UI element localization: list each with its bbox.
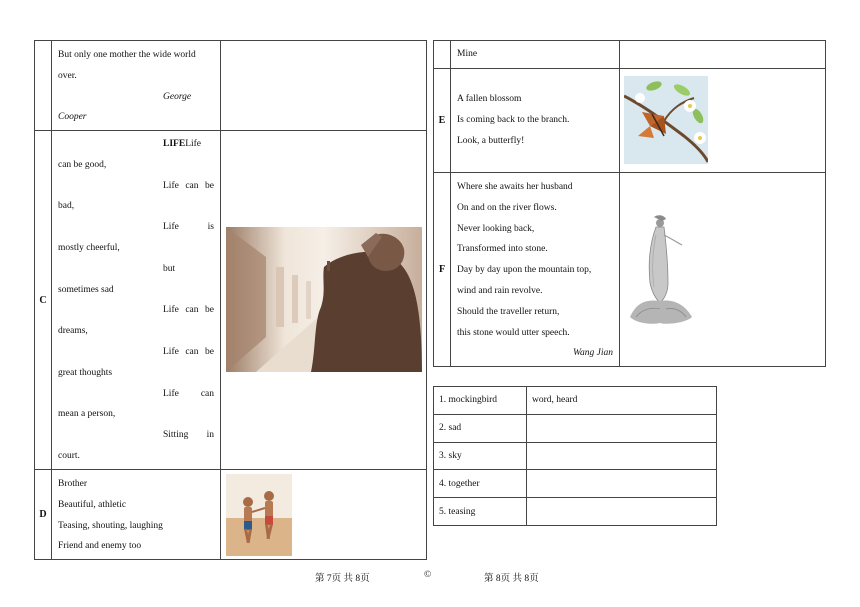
- word-cell: 2. sad: [434, 414, 527, 442]
- poem-line: can be good,: [58, 159, 107, 170]
- poem-title: [58, 134, 214, 155]
- poem-author: Wang Jian: [572, 348, 613, 359]
- poem-word: can: [185, 180, 199, 191]
- poem-line: Should the traveller return,: [457, 306, 560, 317]
- table-row: [434, 498, 717, 526]
- answer-cell[interactable]: [527, 470, 717, 498]
- table-row: [434, 41, 826, 69]
- word-cell: 1. mockingbird: [434, 387, 527, 415]
- poem-line: mostly cheerful,: [58, 242, 120, 253]
- poem-word: Sitting: [163, 430, 189, 441]
- row-label: E: [434, 69, 451, 173]
- table-row: [434, 442, 717, 470]
- answer-cell[interactable]: word, heard: [527, 387, 717, 415]
- poem-word: can: [185, 305, 199, 316]
- statue-drawing-svg: [626, 213, 696, 325]
- answer-cell[interactable]: [527, 442, 717, 470]
- poem-line: bad,: [58, 201, 75, 212]
- poem-line: sometimes sad: [58, 284, 114, 295]
- poem-word: be: [205, 346, 214, 357]
- poem-line: [58, 300, 214, 321]
- poem-cell: [451, 173, 620, 367]
- life-photo: [226, 227, 422, 372]
- poem-line: [58, 384, 214, 405]
- answer-table: [433, 386, 717, 526]
- poem-line: great thoughts: [58, 367, 113, 378]
- answer-cell[interactable]: [527, 498, 717, 526]
- image-cell: [221, 41, 427, 131]
- word-cell: 3. sky: [434, 442, 527, 470]
- poem-word: in: [206, 430, 214, 441]
- poem-line: Friend and enemy too: [58, 541, 142, 552]
- answer-cell[interactable]: [527, 414, 717, 442]
- row-label: C: [35, 131, 52, 470]
- poem-cell: [451, 69, 620, 173]
- poem-line: mean a person,: [58, 409, 116, 420]
- poem-line: Day by day upon the mountain top,: [457, 265, 592, 276]
- copyright-symbol: ©: [424, 570, 432, 580]
- brothers-photo-svg: [226, 474, 292, 556]
- poem-line: Teasing, shouting, laughing: [58, 520, 163, 531]
- row-label: D: [35, 470, 52, 560]
- poem-line: wind and rain revolve.: [457, 285, 543, 296]
- poem-line: court.: [58, 450, 80, 461]
- poem-cell: [52, 41, 221, 131]
- poem-line: Look, a butterfly!: [457, 135, 525, 146]
- image-cell: [620, 41, 826, 69]
- poem-line: but: [163, 263, 176, 274]
- poem-line: Brother: [58, 479, 88, 489]
- page-number-left: 第 7页 共 8页: [315, 574, 370, 584]
- poem-word: Life: [163, 346, 179, 357]
- poem-title-rest: Life: [185, 139, 202, 149]
- poem-line: over.: [58, 70, 77, 81]
- life-photo-svg: [226, 227, 422, 372]
- table-row: [434, 387, 717, 415]
- poem-word: Life: [163, 222, 179, 233]
- poem-line: On and on the river flows.: [457, 202, 557, 213]
- poem-line: Transformed into stone.: [457, 244, 548, 255]
- poem-word: Life: [163, 180, 179, 191]
- poem-word: Life: [163, 305, 179, 316]
- poem-line: [58, 176, 214, 197]
- poem-author: Cooper: [58, 112, 87, 123]
- poem-line: dreams,: [58, 326, 88, 337]
- poem-word: be: [205, 180, 214, 191]
- word-cell: 4. together: [434, 470, 527, 498]
- poem-title-bold: LIFE: [163, 139, 186, 149]
- table-row: [434, 414, 717, 442]
- brothers-photo: [226, 474, 292, 556]
- poem-line: Mine: [457, 49, 478, 60]
- blossom-butterfly-svg: [624, 76, 708, 164]
- table-row: [434, 470, 717, 498]
- table-row: [35, 41, 427, 131]
- poem-cell: [451, 41, 620, 69]
- poem-word: is: [207, 222, 214, 233]
- poem-line: But only one mother the wide world: [58, 50, 196, 60]
- poem-line: A fallen blossom: [457, 94, 522, 104]
- row-label: F: [434, 173, 451, 367]
- poem-line: [58, 217, 214, 238]
- row-label: [35, 41, 52, 131]
- poem-line: Never looking back,: [457, 223, 535, 234]
- poem-word: can: [185, 346, 199, 357]
- row-label: [434, 41, 451, 69]
- poem-cell: [52, 131, 221, 470]
- poem-line: [58, 425, 214, 446]
- poem-line: Is coming back to the branch.: [457, 114, 570, 125]
- poem-line: Where she awaits her husband: [457, 182, 573, 192]
- word-cell: 5. teasing: [434, 498, 527, 526]
- poem-cell: [52, 470, 221, 560]
- blossom-butterfly-image: [624, 76, 708, 164]
- poem-word: be: [205, 305, 214, 316]
- poem-word: Life: [163, 388, 179, 399]
- poem-word: can: [200, 388, 214, 399]
- page-number-right: 第 8页 共 8页: [484, 574, 539, 584]
- statue-drawing: [626, 213, 696, 325]
- poem-line: Beautiful, athletic: [58, 499, 127, 510]
- poem-author: George: [163, 91, 192, 102]
- poem-line: [58, 342, 214, 363]
- poem-line: this stone would utter speech.: [457, 327, 570, 338]
